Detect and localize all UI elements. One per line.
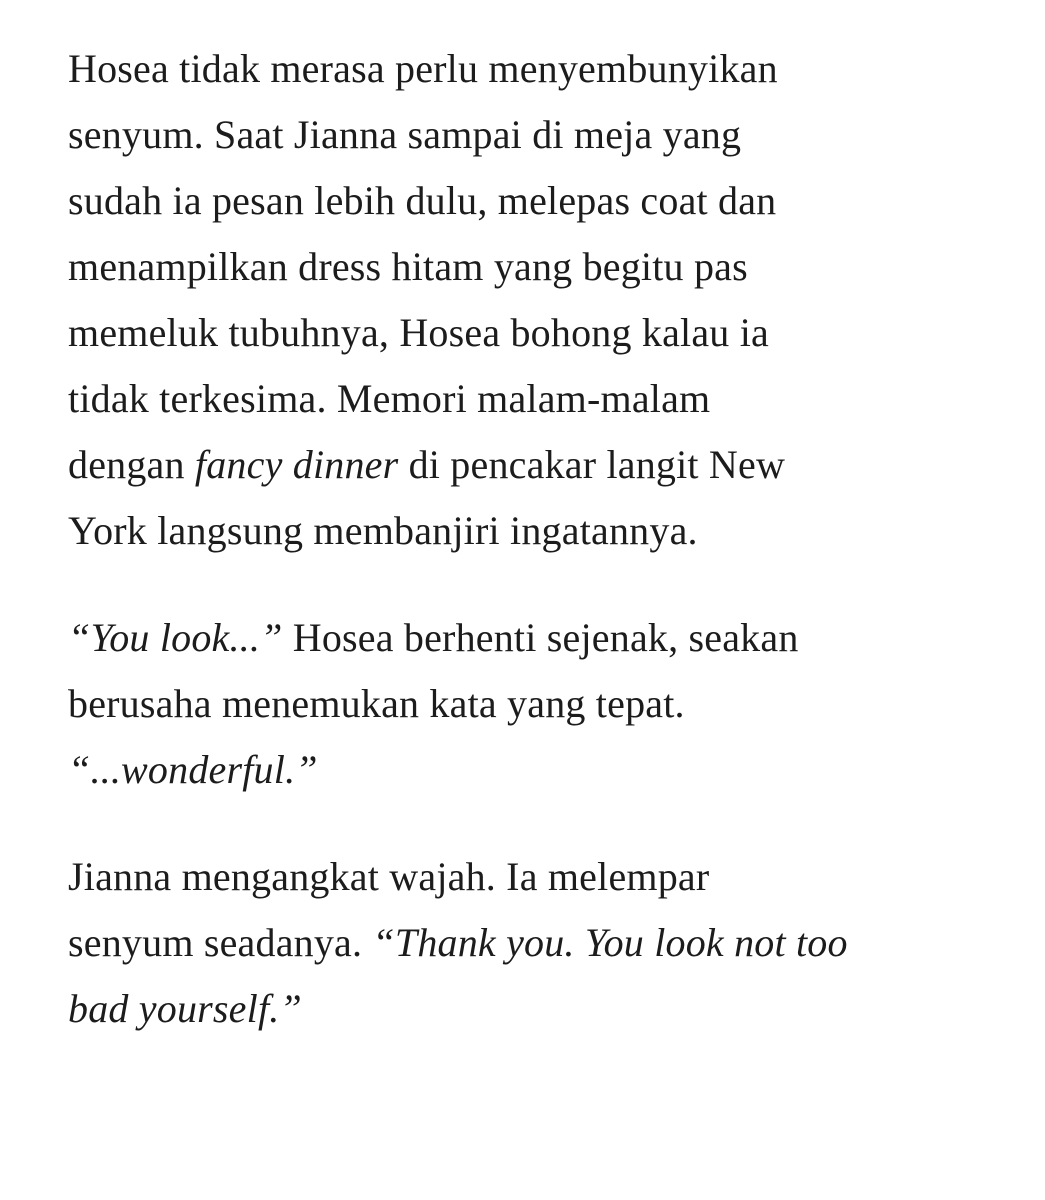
- text-run: Hosea berhenti sejenak, seakan: [282, 615, 799, 660]
- text-line: [68, 366, 998, 432]
- text-run: senyum. Saat Jianna sampai di meja yang: [68, 112, 742, 157]
- text-line: [68, 300, 998, 366]
- text-line: [68, 844, 998, 910]
- text-run: menampilkan dress hitam yang begitu pas: [68, 244, 748, 289]
- text-line: [68, 432, 998, 498]
- text-run: Hosea tidak merasa perlu menyembunyikan: [68, 46, 778, 91]
- text-line: [68, 36, 998, 102]
- text-run: York langsung membanjiri ingatannya.: [68, 508, 698, 553]
- dialogue-quote: “...wonderful.”: [68, 747, 318, 792]
- text-line: [68, 910, 998, 976]
- paragraph-2: [68, 605, 998, 803]
- text-run: memeluk tubuhnya, Hosea bohong kalau ia: [68, 310, 769, 355]
- text-line: [68, 498, 998, 564]
- text-run: berusaha menemukan kata yang tepat.: [68, 681, 685, 726]
- text-run: senyum seadanya.: [68, 920, 373, 965]
- text-run: di pencakar langit New: [398, 442, 786, 487]
- text-line: [68, 605, 998, 671]
- text-run: tidak terkesima. Memori malam-malam: [68, 376, 711, 421]
- italic-phrase: fancy dinner: [194, 442, 399, 487]
- text-line: [68, 168, 998, 234]
- dialogue-quote: bad yourself.”: [68, 986, 302, 1031]
- paragraph-1: [68, 0, 998, 564]
- text-line: [68, 671, 998, 737]
- text-run: dengan: [68, 442, 195, 487]
- text-line: [68, 976, 998, 1042]
- dialogue-quote: “You look...”: [68, 615, 283, 660]
- text-line: [68, 737, 998, 803]
- dialogue-quote: “Thank you. You look not too: [372, 920, 848, 965]
- article-body: [68, 0, 998, 1042]
- text-line: [68, 234, 998, 300]
- text-run: Jianna mengangkat wajah. Ia melempar: [68, 854, 710, 899]
- text-line: [68, 102, 998, 168]
- text-run: sudah ia pesan lebih dulu, melepas coat dan: [68, 178, 777, 223]
- paragraph-3: [68, 844, 998, 1042]
